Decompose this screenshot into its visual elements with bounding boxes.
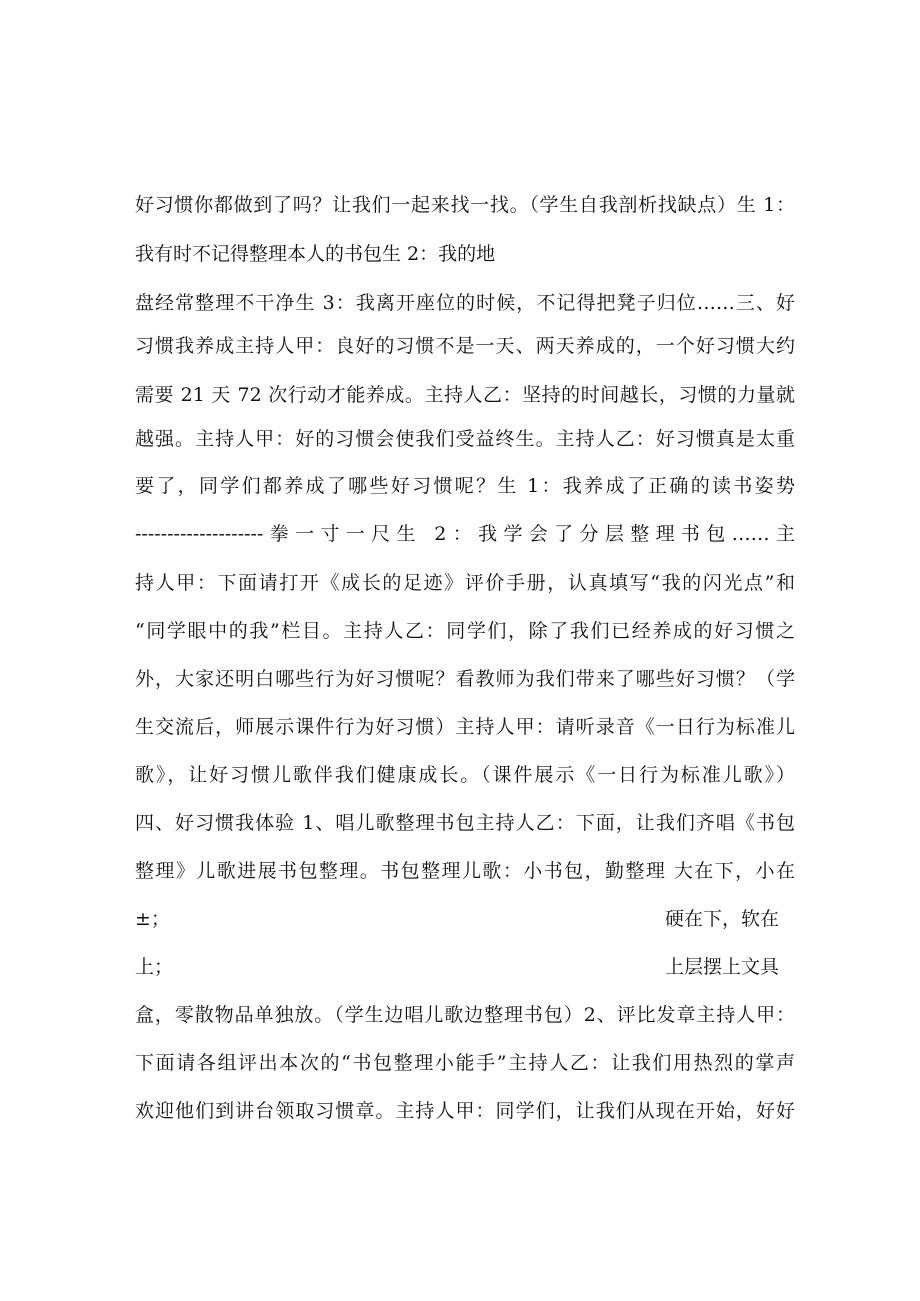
text-line-right: 硬在下，软在 [665, 908, 780, 930]
text-line: 生交流后，师展示课件行为好习惯）主持人甲：请听录音《一日行为标准儿 [135, 716, 795, 738]
text-line: 盒，零散物品单独放。（学生边唱儿歌边整理书包）2、评比发章主持人甲： [135, 1004, 795, 1026]
text-line: “同学眼中的我”栏目。主持人乙：同学们，除了我们已经养成的好习惯之 [135, 620, 795, 642]
text-line: 四、好习惯我体验 1、唱儿歌整理书包主持人乙：下面，让我们齐唱《书包 [135, 812, 795, 834]
text-line-split [135, 955, 795, 979]
text-line-split [135, 907, 795, 931]
text-line: 越强。主持人甲：好的习惯会使我们受益终生。主持人乙：好习惯真是太重 [135, 428, 795, 450]
text-line: --------------------拳一寸一尺生 2：我学会了分层整理书包……主 [135, 523, 795, 545]
text-line: 习惯我养成主持人甲：良好的习惯不是一天、两天养成的，一个好习惯大约 [135, 335, 795, 357]
text-line: 持人甲：下面请打开《成长的足迹》评价手册，认真填写“我的闪光点”和 [135, 572, 795, 594]
text-line-left: 上； [135, 956, 174, 978]
text-line-left: ±； [135, 908, 170, 930]
text-line: 要了，同学们都养成了哪些好习惯呢？生 1：我养成了正确的读书姿势 [135, 475, 795, 497]
text-line: 盘经常整理不干净生 3：我离开座位的时候，不记得把凳子归位……三、好 [135, 292, 795, 314]
text-line: 需要 21 天 72 次行动才能养成。主持人乙：坚持的时间越长，习惯的力量就 [135, 384, 795, 406]
text-line: 外，大家还明白哪些行为好习惯呢？看教师为我们带来了哪些好习惯？（学 [135, 668, 795, 690]
text-line: 我有时不记得整理本人的书包生 2：我的地 [135, 243, 496, 265]
text-line: 下面请各组评出本次的“书包整理小能手”主持人乙：让我们用热烈的掌声 [135, 1052, 795, 1074]
text-line: 整理》儿歌进展书包整理。书包整理儿歌：小书包，勤整理 大在下，小在 [135, 860, 795, 882]
text-line: 好习惯你都做到了吗？让我们一起来找一找。（学生自我剖析找缺点）生 1： [135, 194, 795, 216]
text-line-right: 上层摆上文具 [665, 956, 780, 978]
text-line: 歌》，让好习惯儿歌伴我们健康成长。（课件展示《一日行为标准儿歌》） [135, 764, 795, 786]
text-line: 欢迎他们到讲台领取习惯章。主持人甲：同学们，让我们从现在开始，好好 [135, 1100, 795, 1122]
